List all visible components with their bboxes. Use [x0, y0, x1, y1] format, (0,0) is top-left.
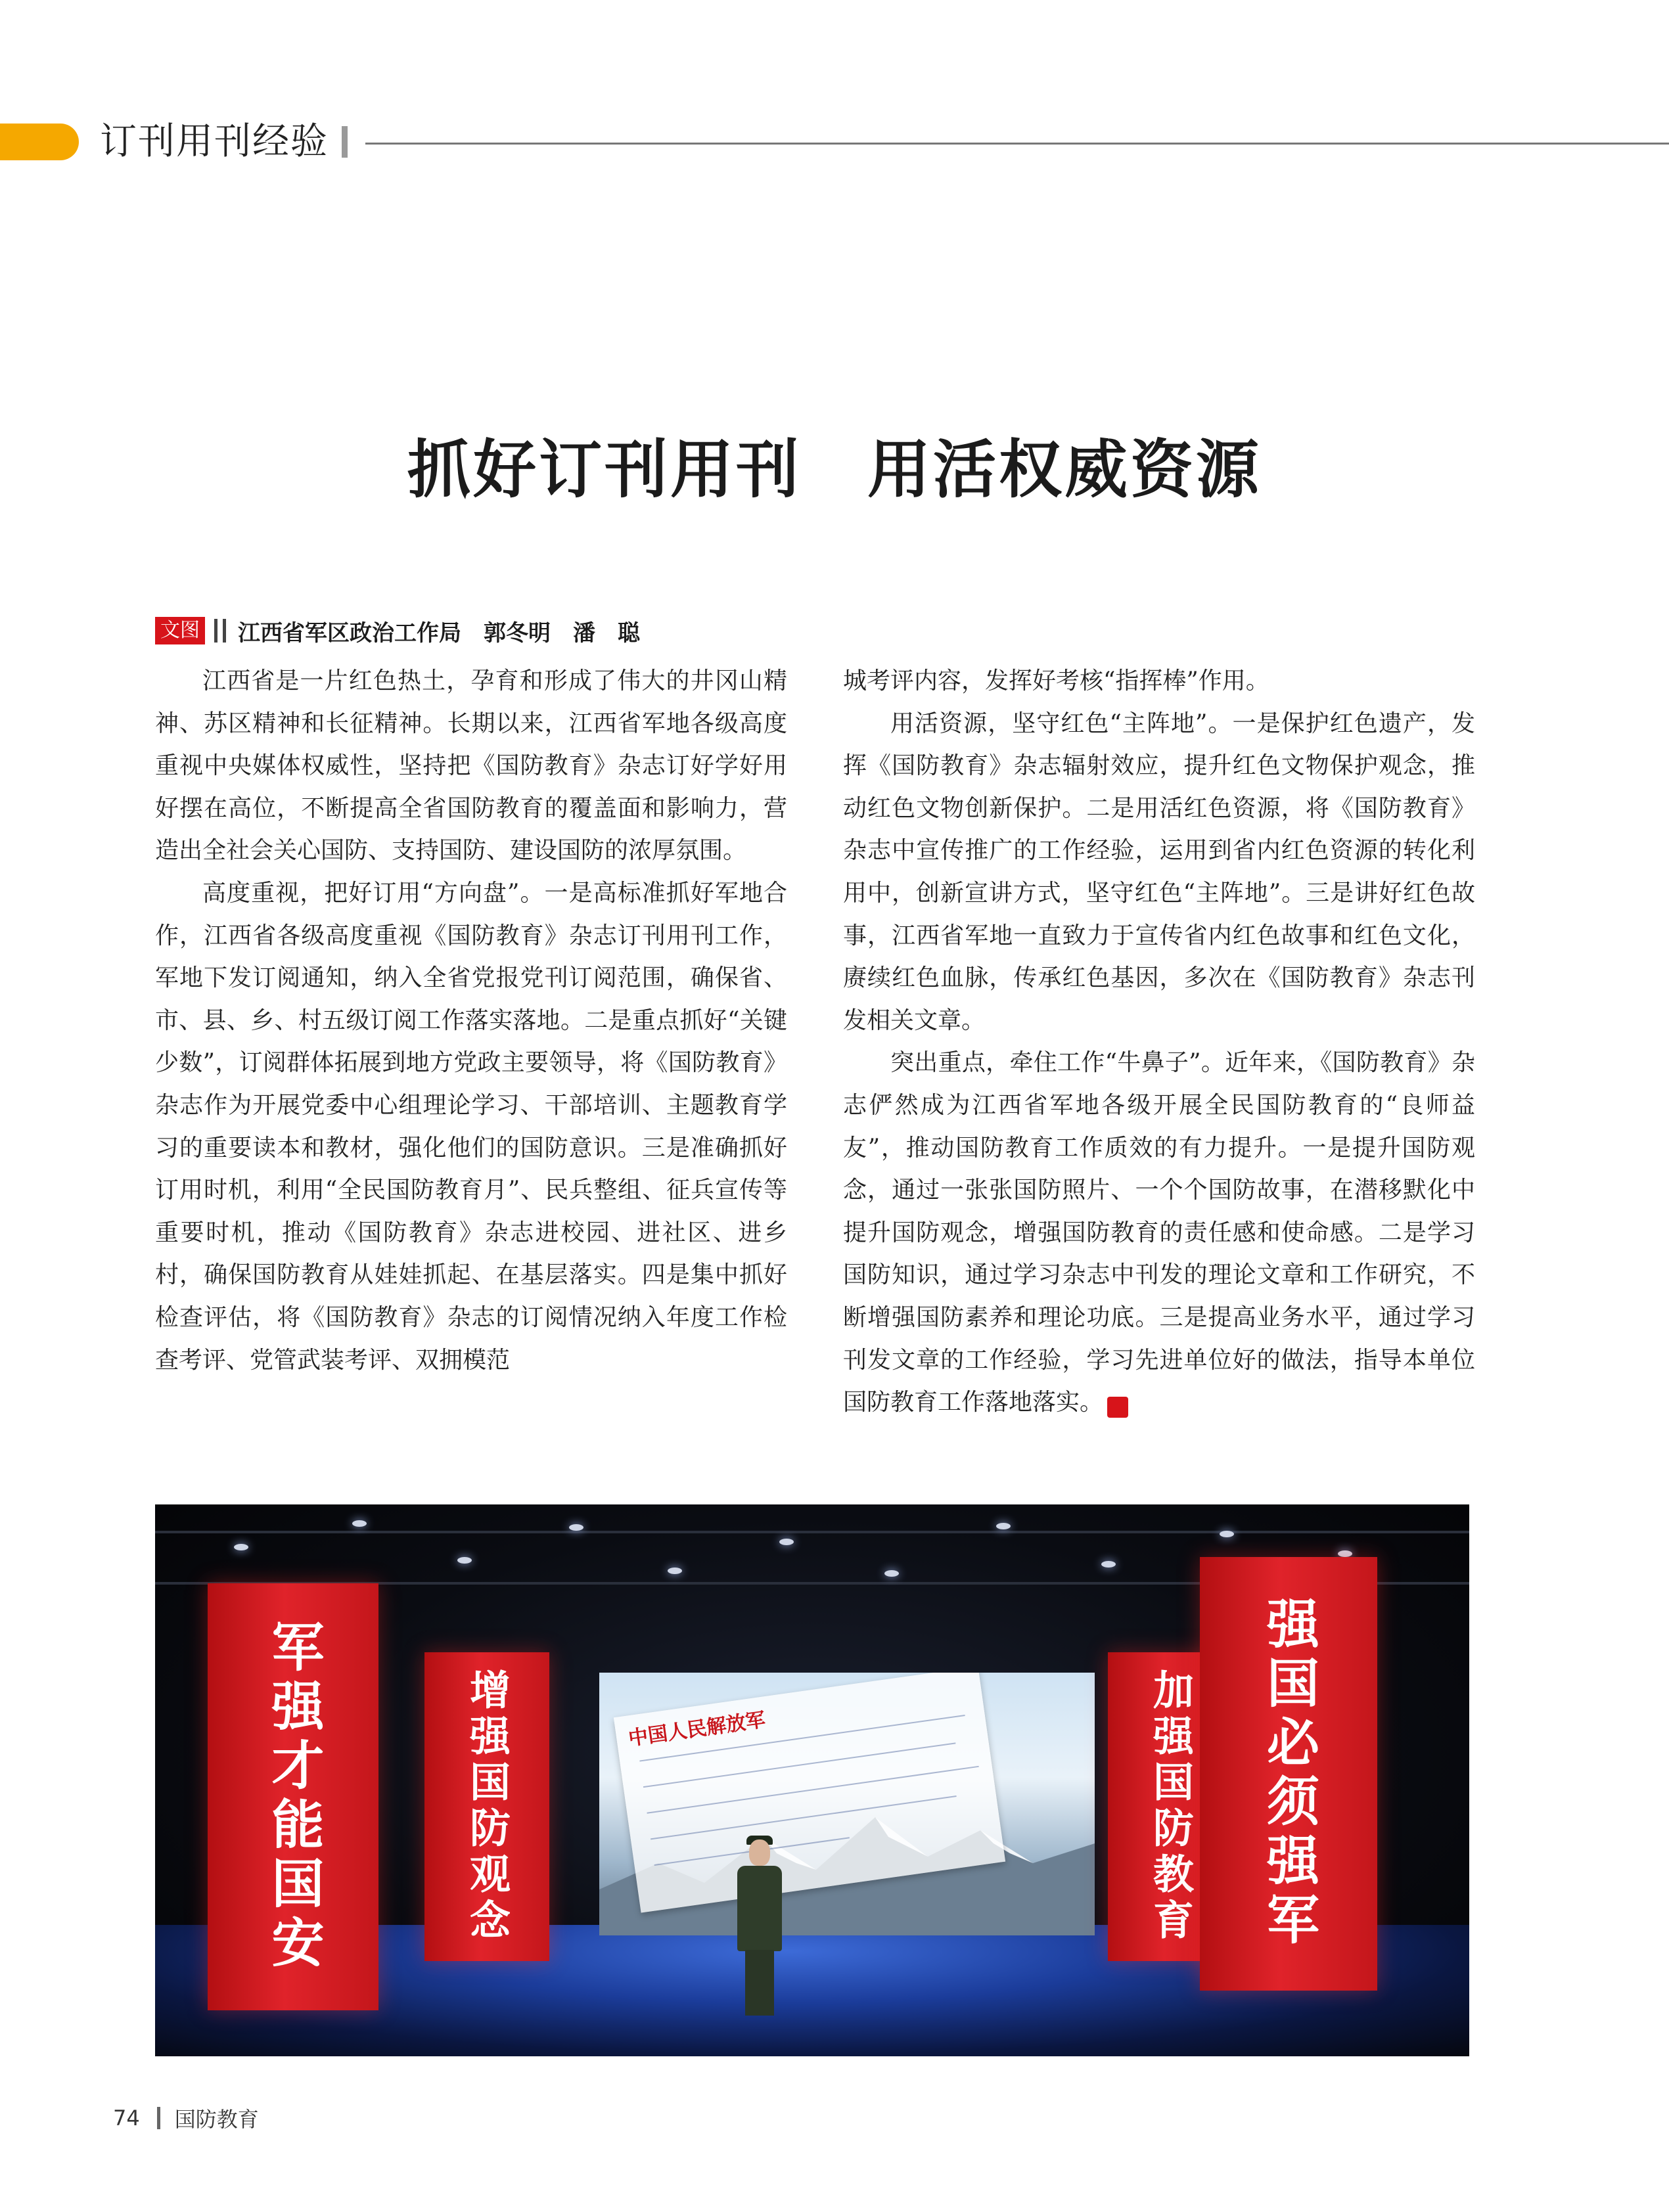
header-rule	[365, 143, 1669, 145]
footer-separator	[157, 2107, 160, 2129]
byline-separator	[214, 619, 217, 643]
banner-panel	[208, 1583, 378, 2010]
stage-light	[234, 1544, 248, 1550]
banner-panel	[1200, 1557, 1377, 1991]
handwriting-line	[647, 1766, 978, 1814]
paragraph: 用活资源，坚守红色“主阵地”。一是保护红色遗产，发挥《国防教育》杂志辐射效应，提升红色文物保护观念，推动红色文物创新保护。二是用活红色资源，将《国防教育》杂志中宣传推广的工作经验，运用到省内红色资源的转化利用中，创新宣讲方式，坚守红色“主阵地”。三是讲好红色故事，江西省军地一直致力于宣传省内红色故事和红色文化，赓续红色血脉，传承红色基因，多次在《国防教育》杂志刊发相关文章。	[843, 710, 1475, 1034]
speaker-head	[749, 1840, 770, 1866]
magazine-name: 国防教育	[174, 2107, 259, 2132]
handwriting-line	[651, 1795, 957, 1840]
section-marker	[0, 124, 79, 160]
stage-light	[1220, 1531, 1234, 1537]
stage-light	[352, 1520, 367, 1527]
byline-badge: 文图	[155, 617, 205, 644]
paragraph: 高度重视，把好订用“方向盘”。一是高标准抓好军地合作，江西省各级高度重视《国防教育》杂志订刊用刊工作，军地下发订阅通知，纳入全省党报党刊订阅范围，确保省、市、县、乡、村五级订阅工作落实落地。二是重点抓好“关键少数”，订阅群体拓展到地方党政主要领导，将《国防教育》杂志作为开展党委中心组理论学习、干部培训、主题教育学习的重要读本和教材，强化他们的国防意识。三是准确抓好订用时机，利用“全民国防教育月”、民兵整组、征兵宣传等重要时机，推动《国防教育》杂志进校园、进社区、进乡村，确保国防教育从娃娃抓起、在基层落实。四是集中抓好检查评估，将《国防教育》杂志的订阅情况纳入年度工作检查考评、党管武装考评、双拥模范	[155, 879, 787, 1374]
banner-text	[424, 1652, 549, 1961]
stage-photo	[155, 1504, 1469, 2056]
article-title: 抓好订刊用刊 用活权威资源	[407, 433, 1262, 507]
page-footer	[113, 2101, 259, 2135]
led-screen	[599, 1673, 1095, 1935]
banner-text-content: 增强国防观念	[463, 1669, 511, 1945]
stage-light	[1338, 1550, 1352, 1557]
speaker-legs	[745, 1950, 774, 2016]
stage-light	[996, 1523, 1011, 1529]
stage-light	[884, 1570, 899, 1577]
banner-text-content: 加强国防教育	[1146, 1669, 1195, 1945]
speaker-body	[737, 1866, 782, 1951]
end-mark-icon: G	[1107, 1397, 1128, 1418]
speaker-figure	[733, 1840, 786, 2017]
banner-text	[1200, 1557, 1377, 1991]
byline-author: 江西省军区政治工作局 郭冬明 潘 聪	[238, 620, 640, 646]
body-column-right	[843, 660, 1475, 1424]
stage-light	[569, 1524, 583, 1531]
banner-text-content: 强国必须强军	[1258, 1596, 1319, 1951]
section-title: 订刊用刊经验	[100, 120, 329, 163]
page-number: 74	[113, 2106, 140, 2131]
paragraph	[843, 1042, 1475, 1424]
banner-panel	[424, 1652, 549, 1961]
screen-heading: 中国人民解放军	[627, 1708, 767, 1751]
paragraph-text: 突出重点，牵住工作“牛鼻子”。近年来，《国防教育》杂志俨然成为江西省军地各级开展全民国防教育的“良师益友”，推动国防教育工作质效的有力提升。一是提升国防观念，通过一张张国防照片、一个个国防故事，在潜移默化中提升国防观念，增强国防教育的责任感和使命感。二是学习国防知识，通过学习杂志中刊发的理论文章和工作研究，不断增强国防素养和理论功底。三是提高业务水平，通过学习刊发文章的工作经验，学习先进单位好的做法，指导本单位国防教育工作落地落实。	[843, 1049, 1475, 1416]
stage-light	[457, 1557, 472, 1564]
paragraph: 江西省是一片红色热土，孕育和形成了伟大的井冈山精神、苏区精神和长征精神。长期以来，江西省军地各级高度重视中央媒体权威性，坚持把《国防教育》杂志订好学好用好摆在高位，不断提高全省国防教育的覆盖面和影响力，营造出全社会关心国防、支持国防、建设国防的浓厚氛围。	[155, 667, 787, 865]
stage-light	[1101, 1561, 1116, 1568]
byline-separator	[223, 619, 226, 643]
banner-text-content: 军强才能国安	[263, 1619, 324, 1974]
stage-light	[668, 1568, 682, 1574]
body-column-left	[155, 660, 787, 1382]
paragraph: 城考评内容，发挥好考核“指挥棒”作用。	[843, 667, 1269, 694]
section-separator	[342, 126, 348, 158]
banner-text	[208, 1583, 378, 2010]
handwriting-line	[643, 1742, 956, 1788]
byline	[155, 611, 640, 650]
stage-light	[779, 1539, 794, 1545]
